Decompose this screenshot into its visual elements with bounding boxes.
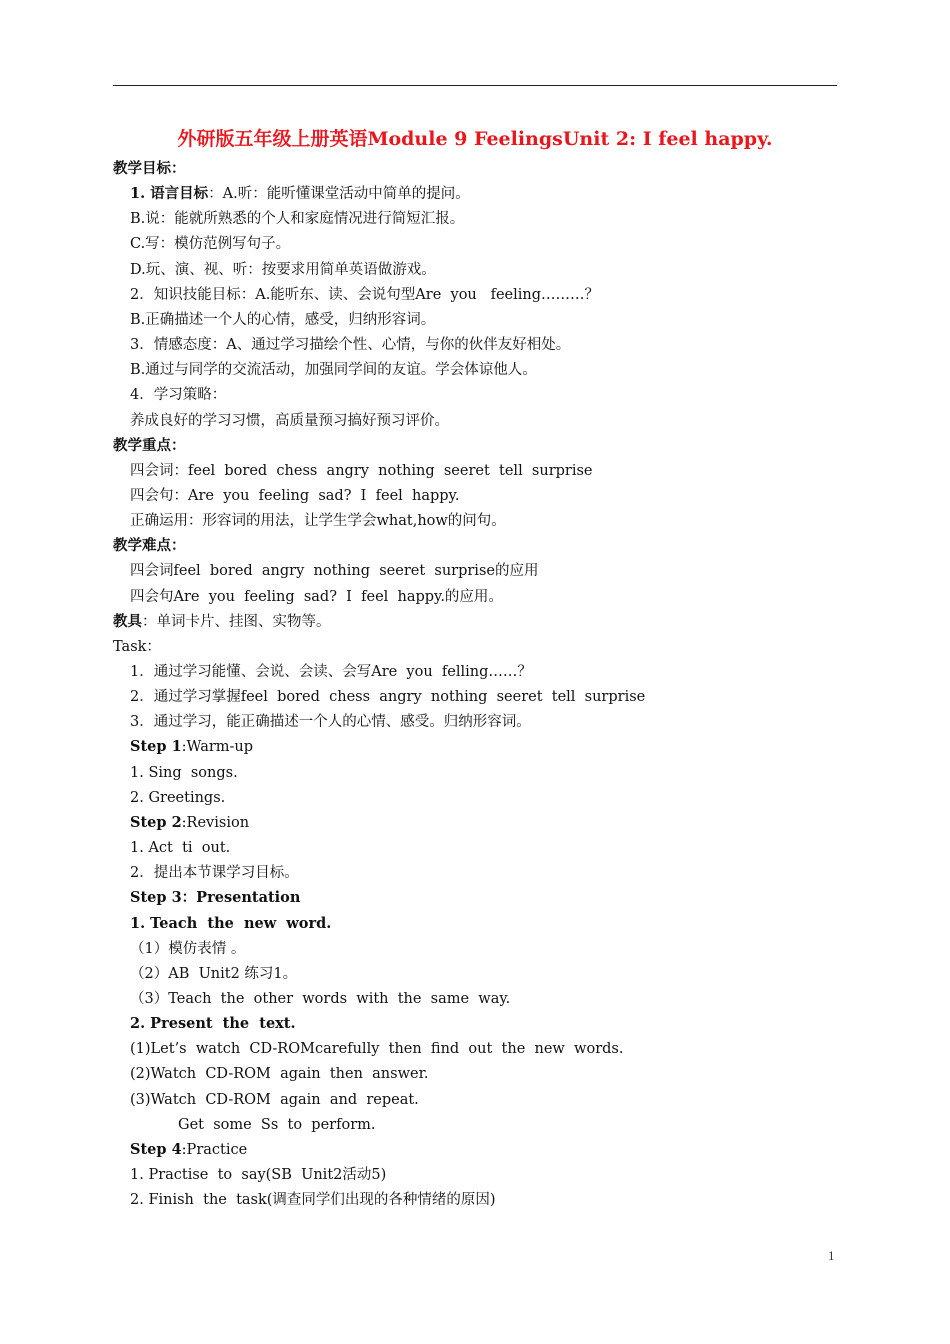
body-line: B.通过与同学的交流活动，加强同学间的友谊。学会体谅他人。 xyxy=(130,362,537,379)
body-line: D.玩、演、视、听：按要求用简单英语做游戏。 xyxy=(130,261,436,278)
body-line: 教学难点： xyxy=(113,537,186,555)
body-line: （3）Teach the other words with the same way. xyxy=(130,990,511,1007)
body-line: Task： xyxy=(113,638,161,655)
body-line: 1. Sing songs. xyxy=(130,764,238,781)
page-number: 1 xyxy=(828,1248,835,1263)
body-line: 1．通过学习能懂、会说、会读、会写Are you felling……？ xyxy=(130,664,532,680)
body-line: 教学重点： xyxy=(113,436,186,454)
body-line: （2）AB Unit2 练习1。 xyxy=(130,965,298,982)
body-line: 四会词feel bored angry nothing seeret surprise的应用 xyxy=(130,563,539,580)
body-line: Step 4:Practice xyxy=(130,1140,248,1158)
body-line: 养成良好的学习习惯，高质量预习搞好预习评价。 xyxy=(130,412,449,429)
body-line: 四会句：Are you feeling sad? I feel happy. xyxy=(130,487,460,504)
header-rule xyxy=(113,85,837,86)
body-line: Get some Ss to perform. xyxy=(178,1116,376,1133)
body-line: 教学目标： xyxy=(113,160,186,177)
body-line: 1. 语言目标：A.听：能听懂课堂活动中简单的提问。 xyxy=(130,185,470,203)
body-line: B.正确描述一个人的心情，感受，归纳形容词。 xyxy=(130,311,436,328)
body-line: 2. Finish the task(调查同学们出现的各种情绪的原因) xyxy=(130,1192,496,1209)
body-line: 2．知识技能目标：A.能听东、读、会说句型Are you feeling………？ xyxy=(130,286,600,303)
body-line: Step 3：Presentation xyxy=(130,889,301,907)
body-line: (1)Let’s watch CD-ROMcarefully then find out the new words. xyxy=(130,1041,624,1058)
body-line: 2．提出本节课学习目标。 xyxy=(130,865,299,882)
body-line: 3．通过学习，能正确描述一个人的心情、感受。归纳形容词。 xyxy=(130,714,531,731)
body-line: Step 2:Revision xyxy=(130,813,250,831)
body-line: 4．学习策略： xyxy=(130,387,227,404)
body-line: 四会词：feel bored chess angry nothing seeret tell surprise xyxy=(130,462,593,479)
body-line: Step 1:Warm-up xyxy=(130,738,254,756)
body-line: 教具：单词卡片、挂图、实物等。 xyxy=(113,612,331,630)
body-line: 1. Teach the new word. xyxy=(130,914,332,932)
body-line: (3)Watch CD-ROM again and repeat. xyxy=(130,1091,419,1108)
body-line: 正确运用：形容词的用法，让学生学会what,how的问句。 xyxy=(130,513,506,530)
body-line: (2)Watch CD-ROM again then answer. xyxy=(130,1066,429,1083)
document-title: 外研版五年级上册英语Module 9 FeelingsUnit 2: I feel happy. xyxy=(177,128,773,150)
body-line: 3．情感态度：A、通过学习描绘个性、心情，与你的伙伴友好相处。 xyxy=(130,337,571,354)
body-line: 四会句Are you feeling sad? I feel happy.的应用。 xyxy=(130,588,503,605)
body-line: B.说：能就所熟悉的个人和家庭情况进行简短汇报。 xyxy=(130,211,465,228)
body-line: 1. Practise to say(SB Unit2活动5) xyxy=(130,1167,387,1183)
body-line: 2. Greetings. xyxy=(130,789,226,806)
body-line: 1. Act ti out. xyxy=(130,840,231,857)
body-line: 2．通过学习掌握feel bored chess angry nothing seeret tell surprise xyxy=(130,689,646,706)
body-line: （1）模仿表情 。 xyxy=(130,940,246,957)
body-line: 2. Present the text. xyxy=(130,1015,296,1033)
body-line: C.写：模仿范例写句子。 xyxy=(130,236,291,253)
